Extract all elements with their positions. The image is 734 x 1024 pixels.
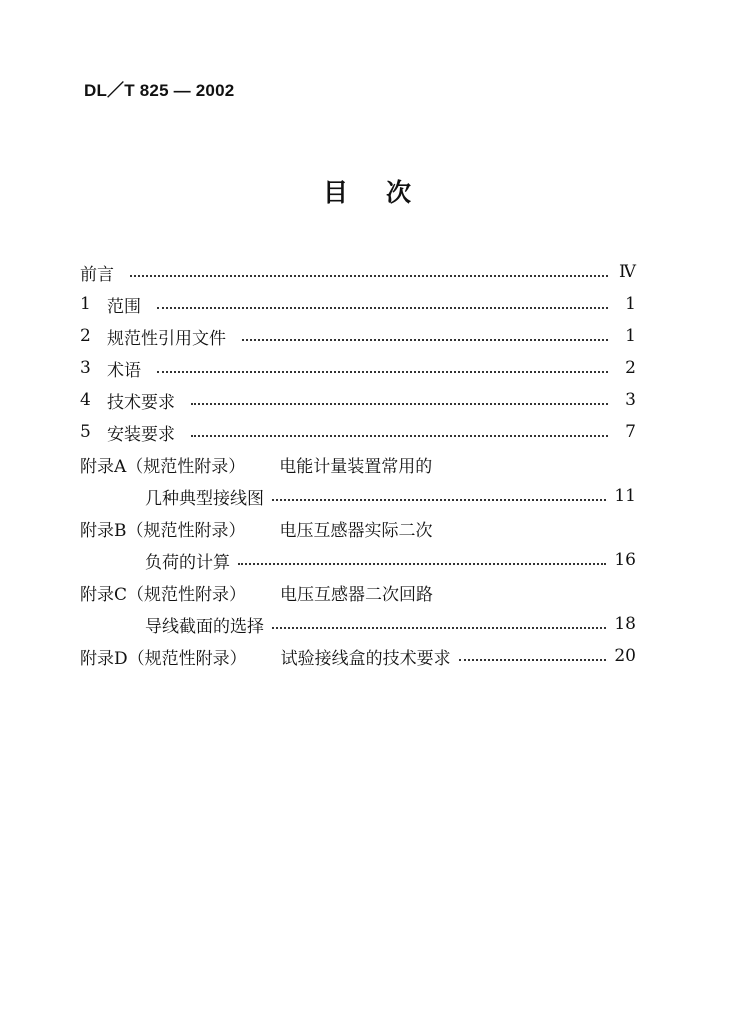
appendix-title: 电压互感器实际二次: [279, 520, 433, 541]
toc-entry-page: 18: [614, 614, 636, 634]
toc-entry-page: 3: [625, 390, 636, 410]
dot-leader: [459, 659, 607, 661]
toc-entry-appendix-b-line1[interactable]: [80, 512, 636, 544]
toc-entry-chapter[interactable]: [80, 320, 636, 352]
toc-entry-page: 1: [625, 326, 636, 346]
dot-leader: [191, 403, 608, 405]
toc-entry-number: 1: [80, 294, 91, 314]
toc-entry-appendix-a-line2[interactable]: [125, 480, 636, 512]
toc-entry-appendix-c-line1[interactable]: [80, 576, 636, 608]
toc-entry-appendix-b-line2[interactable]: [125, 544, 636, 576]
appendix-title: 试验接线盒的技术要求: [280, 648, 451, 669]
toc-entry-number: 2: [80, 326, 91, 346]
appendix-prefix: 附录B（规范性附录）: [80, 520, 246, 541]
toc-entry-appendix-a-line1[interactable]: [80, 448, 636, 480]
dot-leader: [130, 275, 608, 277]
toc-entry-page: 11: [614, 486, 636, 506]
toc-entry-chapter[interactable]: [80, 352, 636, 384]
toc-entry-label: 术语: [107, 360, 141, 381]
appendix-prefix: 附录C（规范性附录）: [80, 584, 247, 605]
toc-entry-page: 16: [614, 550, 636, 570]
dot-leader: [272, 499, 606, 501]
toc-entry-chapter[interactable]: [80, 416, 636, 448]
dot-leader: [157, 307, 608, 309]
toc-entry-page: 20: [614, 646, 636, 666]
toc-entry-page: 1: [625, 294, 636, 314]
appendix-title: 电压互感器二次回路: [280, 584, 434, 605]
toc-entry-number: 5: [80, 422, 91, 442]
toc-entry-appendix-c-line2[interactable]: [125, 608, 636, 640]
toc-entry-label: 前言: [80, 264, 114, 285]
dot-leader: [238, 563, 606, 565]
dot-leader: [191, 435, 608, 437]
toc-entry-page: Ⅳ: [619, 262, 636, 282]
page-title: 目次: [322, 178, 449, 207]
appendix-title: 电能计量装置常用的: [279, 456, 433, 477]
appendix-prefix: 附录D（规范性附录）: [80, 648, 247, 669]
dot-leader: [242, 339, 608, 341]
appendix-title-continued: 几种典型接线图: [145, 488, 264, 509]
appendix-prefix: 附录A（规范性附录）: [80, 456, 246, 477]
toc-entry-number: 4: [80, 390, 91, 410]
toc-entry-appendix-d[interactable]: [80, 640, 636, 672]
appendix-title-continued: 导线截面的选择: [145, 616, 264, 637]
dot-leader: [157, 371, 608, 373]
toc-entry-page: 2: [625, 358, 636, 378]
document-code: DL／T 825 — 2002: [84, 81, 235, 100]
toc-entry-label: 范围: [107, 296, 141, 317]
toc-entry-number: 3: [80, 358, 91, 378]
appendix-title-continued: 负荷的计算: [145, 552, 230, 573]
toc-entry-label: 安装要求: [107, 424, 175, 445]
toc-entry-label: 规范性引用文件: [107, 328, 226, 349]
toc-entry-page: 7: [625, 422, 636, 442]
dot-leader: [272, 627, 606, 629]
toc-entry-chapter[interactable]: [80, 288, 636, 320]
toc-entry-foreword[interactable]: [80, 256, 636, 288]
toc-entry-chapter[interactable]: [80, 384, 636, 416]
toc-entry-label: 技术要求: [107, 392, 175, 413]
